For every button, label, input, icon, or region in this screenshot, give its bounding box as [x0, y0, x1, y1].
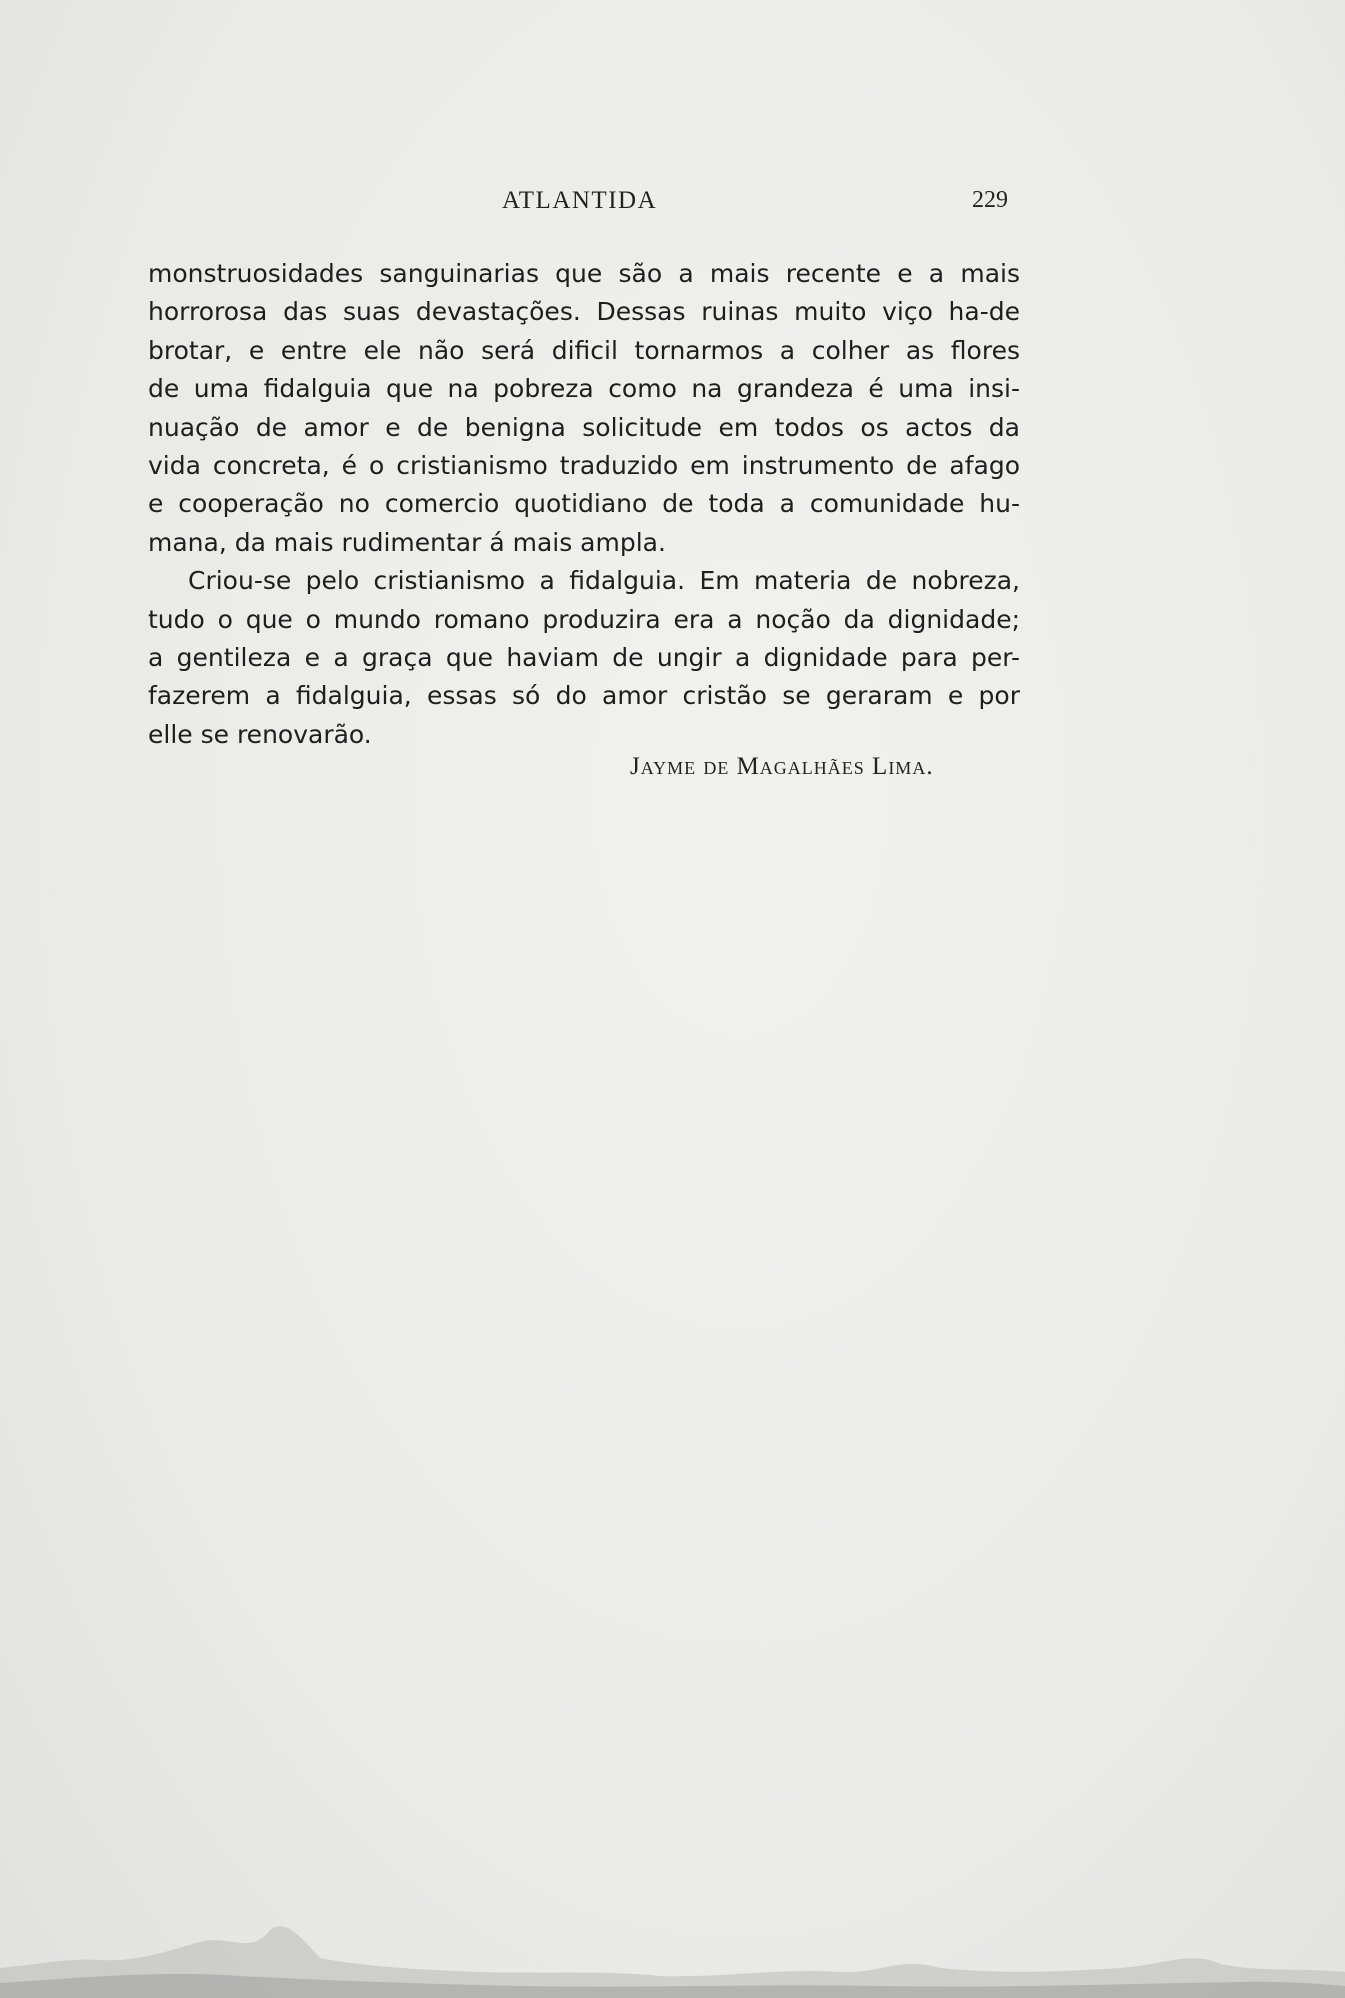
text-line: fazerem a fidalguia, essas só do amor cristão se geraram e por [148, 681, 1020, 711]
text-line: a gentileza e a graça que haviam de ungir a dignidade para per- [148, 642, 1020, 672]
text-line: mana, da mais rudimentar á mais ampla. [148, 527, 666, 557]
text-line: nuação de amor e de benigna solicitude em todos os actos da [148, 412, 1020, 442]
text-line: de uma fidalguia que na pobreza como na grandeza é uma insi- [148, 374, 1020, 404]
text-line: horrorosa das suas devastações. Dessas ruinas muito viço ha-de [148, 297, 1020, 327]
text-line: tudo o que o mundo romano produzira era a noção da dignidade; [148, 604, 1020, 634]
body-text [148, 255, 1020, 754]
page-number: 229 [972, 187, 1008, 213]
text-line: elle se renovarão. [148, 719, 372, 749]
author-signature: Jayme de Magalhães Lima. [630, 753, 934, 780]
paper-edge-stain [0, 1838, 1345, 1998]
running-head [0, 187, 1345, 227]
text-line: e cooperação no comercio quotidiano de toda a comunidade hu- [148, 489, 1020, 519]
text-line: Criou-se pelo cristianismo a fidalguia. Em materia de nobreza, [188, 566, 1020, 596]
text-line: brotar, e entre ele não será dificil tornarmos a colher as flores [148, 335, 1020, 365]
text-line: monstruosidades sanguinarias que são a mais recente e a mais [148, 259, 1020, 288]
running-title: ATLANTIDA [502, 187, 658, 214]
text-line: vida concreta, é o cristianismo traduzido em instrumento de afago [148, 450, 1020, 480]
